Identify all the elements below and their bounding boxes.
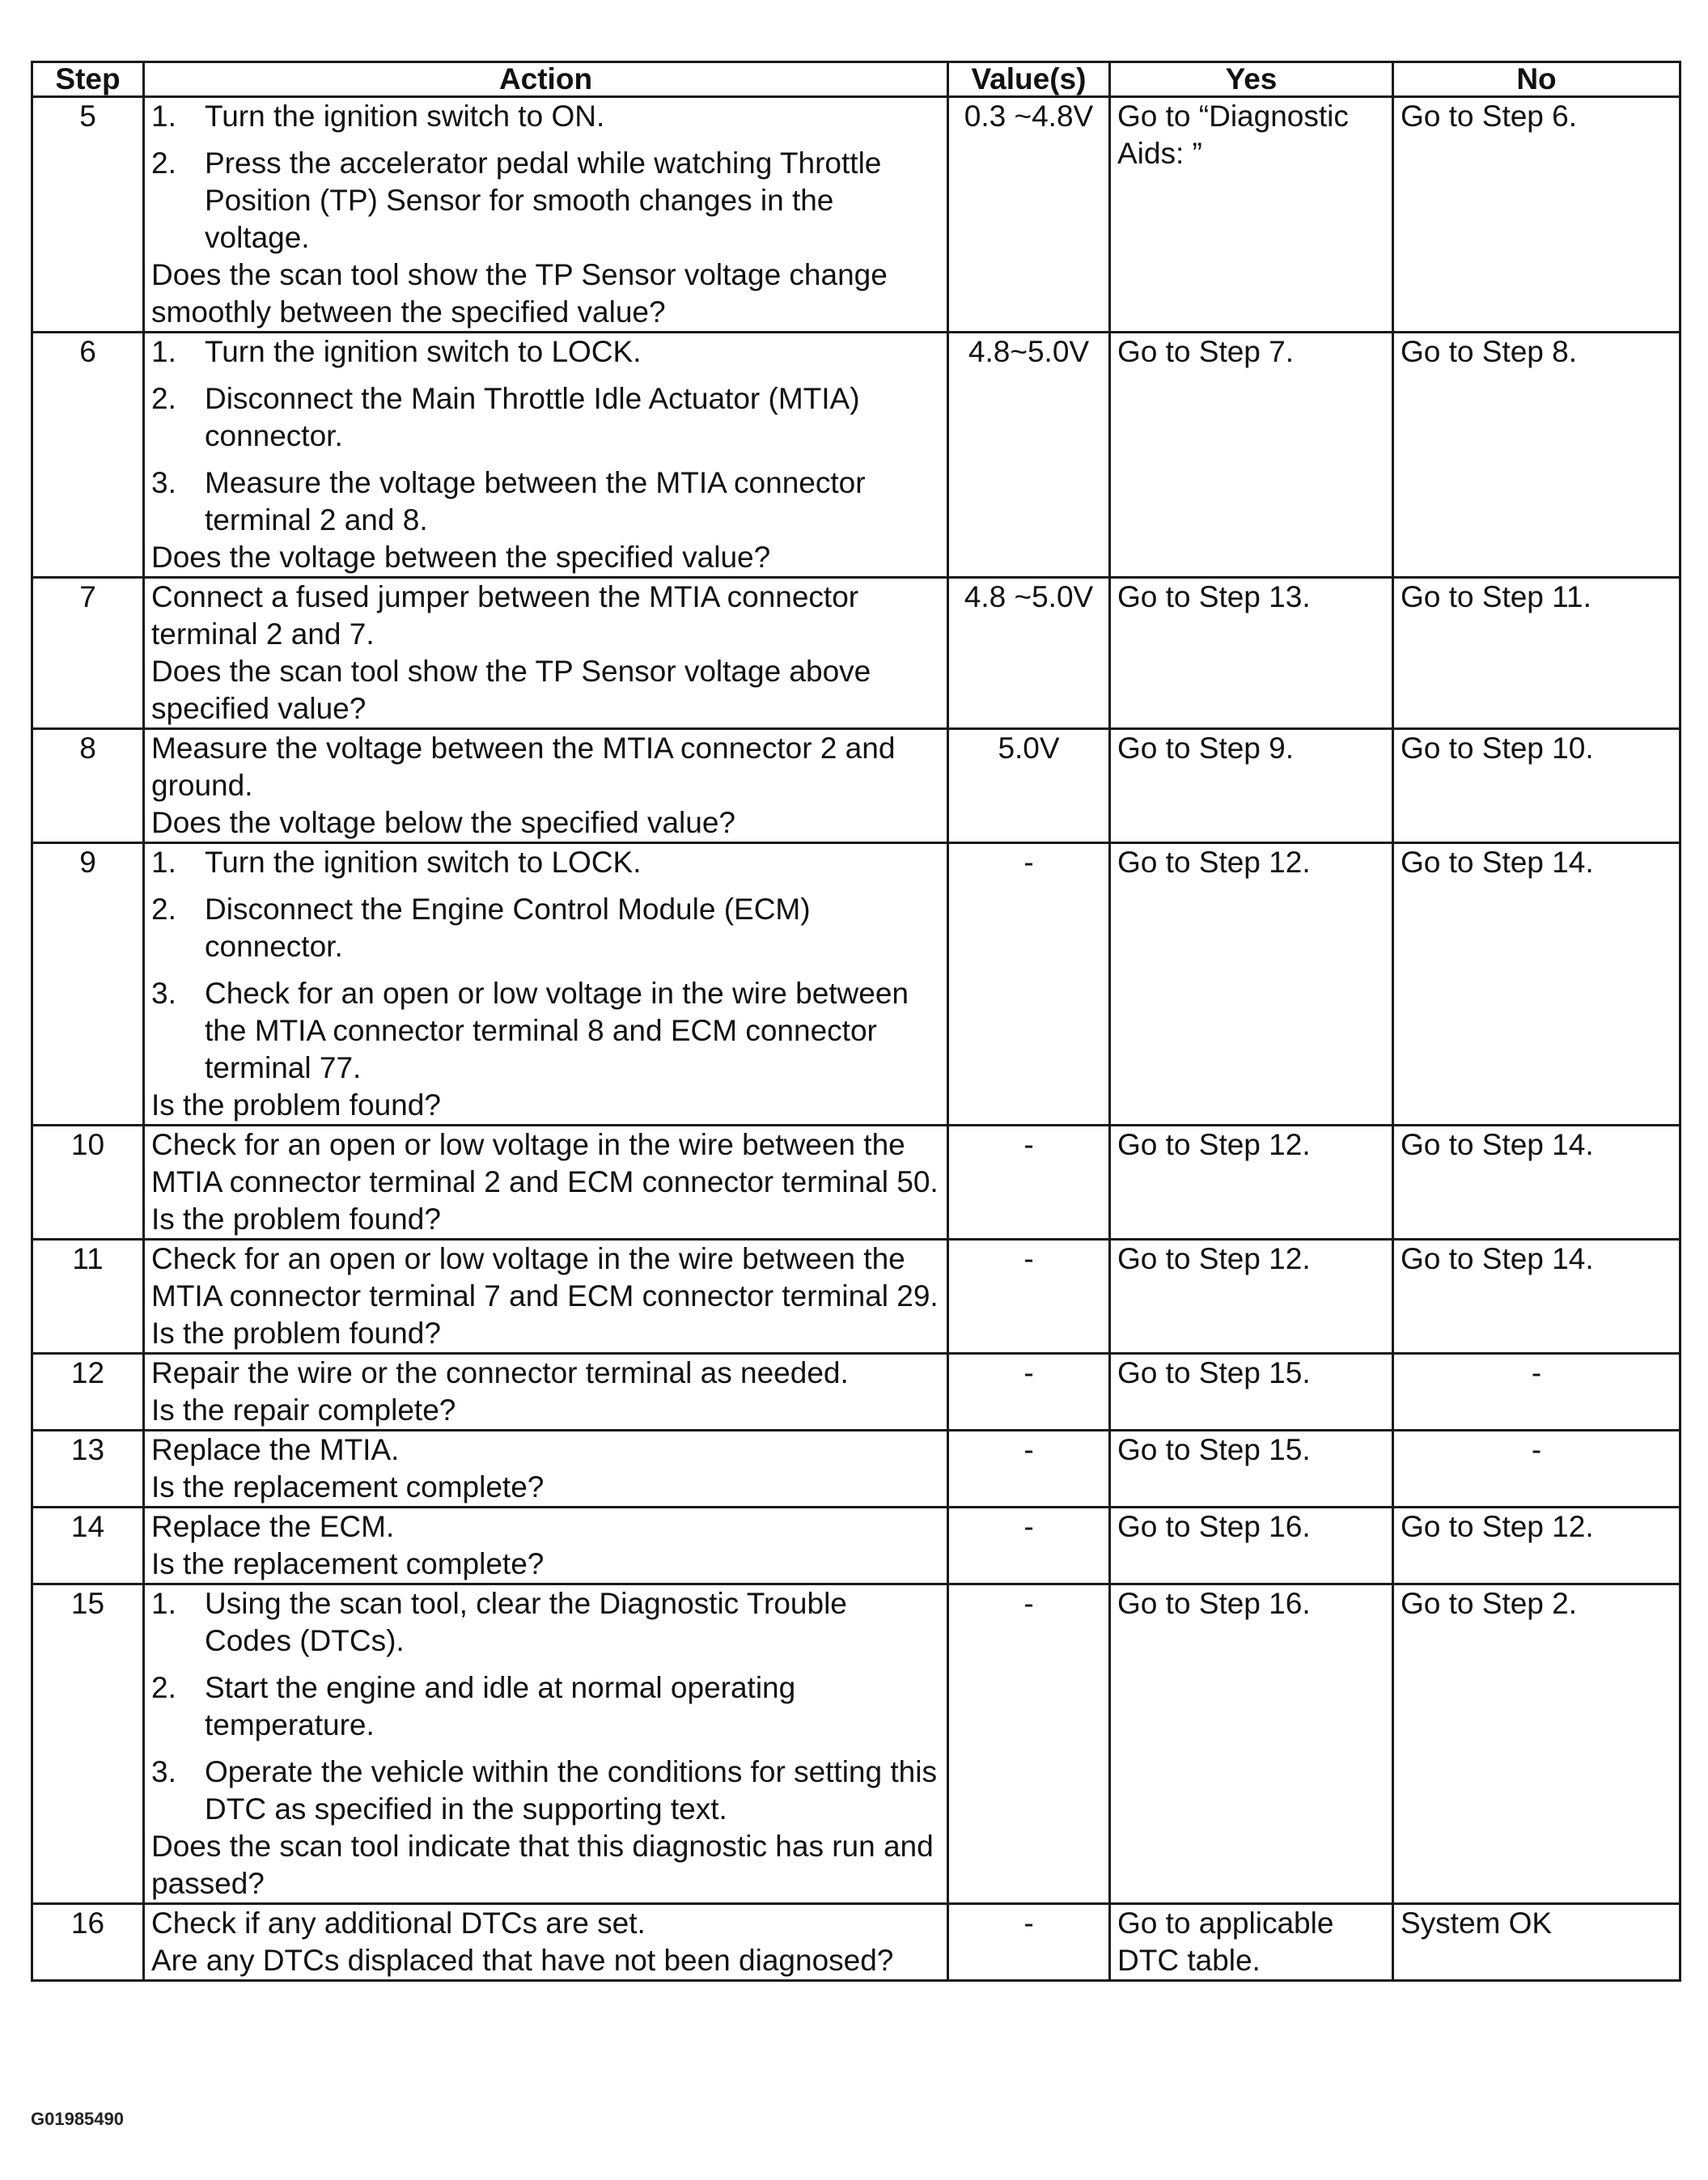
action-substep bbox=[151, 464, 940, 539]
value-cell: - bbox=[948, 1240, 1110, 1354]
action-substep bbox=[151, 975, 940, 1087]
action-cell bbox=[144, 578, 948, 729]
value-cell: - bbox=[948, 1126, 1110, 1240]
no-cell: - bbox=[1393, 1354, 1680, 1431]
yes-cell: Go to Step 15. bbox=[1110, 1354, 1393, 1431]
substep-number: 3. bbox=[151, 1755, 176, 1788]
no-cell: Go to Step 12. bbox=[1393, 1508, 1680, 1584]
figure-code: G01985490 bbox=[31, 2109, 124, 2129]
action-substep bbox=[151, 1585, 940, 1660]
yes-cell: Go to Step 12. bbox=[1110, 1240, 1393, 1354]
substep-number: 1. bbox=[151, 100, 176, 133]
action-substep bbox=[151, 1754, 940, 1828]
value-cell: - bbox=[948, 843, 1110, 1126]
substep-text: Using the scan tool, clear the Diagnostic Trouble Codes (DTCs). bbox=[205, 1587, 847, 1657]
action-question: Replace the ECM. bbox=[151, 1510, 395, 1543]
action-substep bbox=[151, 145, 940, 257]
table-row bbox=[32, 1240, 1680, 1354]
action-question: Is the replacement complete? bbox=[151, 1470, 545, 1504]
action-question: Check for an open or low voltage in the wire between the MTIA connector terminal 2 and ECM connector terminal 50. bbox=[151, 1128, 939, 1198]
action-question: Does the voltage below the specified value? bbox=[151, 806, 735, 839]
no-cell: Go to Step 10. bbox=[1393, 729, 1680, 843]
step-number: 15 bbox=[32, 1584, 144, 1904]
yes-cell: Go to Step 12. bbox=[1110, 1126, 1393, 1240]
header-step: Step bbox=[32, 62, 144, 97]
action-question: Repair the wire or the connector terminal as needed. bbox=[151, 1356, 849, 1389]
action-cell bbox=[144, 1431, 948, 1508]
table-row bbox=[32, 1904, 1680, 1981]
value-cell: - bbox=[948, 1508, 1110, 1584]
action-cell bbox=[144, 843, 948, 1126]
no-cell: Go to Step 14. bbox=[1393, 1126, 1680, 1240]
diagnostic-table-container bbox=[31, 61, 1679, 1982]
substep-text: Turn the ignition switch to ON. bbox=[205, 100, 605, 133]
value-cell: - bbox=[948, 1354, 1110, 1431]
yes-cell: Go to Step 7. bbox=[1110, 333, 1393, 578]
action-substep bbox=[151, 844, 940, 881]
action-cell bbox=[144, 1354, 948, 1431]
table-row bbox=[32, 1354, 1680, 1431]
value-cell: 0.3 ~4.8V bbox=[948, 97, 1110, 333]
yes-cell: Go to Step 13. bbox=[1110, 578, 1393, 729]
substep-text: Turn the ignition switch to LOCK. bbox=[205, 335, 642, 368]
yes-cell: Go to “Diagnostic Aids: ” bbox=[1110, 97, 1393, 333]
action-cell bbox=[144, 1240, 948, 1354]
action-question: Measure the voltage between the MTIA connector 2 and ground. bbox=[151, 732, 896, 802]
value-cell: - bbox=[948, 1584, 1110, 1904]
action-cell bbox=[144, 333, 948, 578]
action-cell bbox=[144, 729, 948, 843]
yes-cell: Go to Step 15. bbox=[1110, 1431, 1393, 1508]
step-number: 13 bbox=[32, 1431, 144, 1508]
no-cell: - bbox=[1393, 1431, 1680, 1508]
table-row bbox=[32, 843, 1680, 1126]
action-question: Is the problem found? bbox=[151, 1317, 441, 1350]
substep-text: Turn the ignition switch to LOCK. bbox=[205, 846, 642, 879]
no-cell: Go to Step 8. bbox=[1393, 333, 1680, 578]
header-value: Value(s) bbox=[948, 62, 1110, 97]
substep-number: 2. bbox=[151, 1671, 176, 1704]
table-row bbox=[32, 1584, 1680, 1904]
table-row bbox=[32, 1431, 1680, 1508]
value-cell: 4.8 ~5.0V bbox=[948, 578, 1110, 729]
table-row bbox=[32, 97, 1680, 333]
action-cell bbox=[144, 1904, 948, 1981]
step-number: 8 bbox=[32, 729, 144, 843]
action-substep bbox=[151, 333, 940, 371]
action-question: Is the problem found? bbox=[151, 1088, 441, 1122]
header-yes: Yes bbox=[1110, 62, 1393, 97]
step-number: 6 bbox=[32, 333, 144, 578]
table-row bbox=[32, 729, 1680, 843]
yes-cell: Go to Step 16. bbox=[1110, 1508, 1393, 1584]
diagnostic-table bbox=[31, 61, 1681, 1982]
action-question: Check if any additional DTCs are set. bbox=[151, 1906, 646, 1940]
step-number: 9 bbox=[32, 843, 144, 1126]
table-header-row bbox=[32, 62, 1680, 97]
action-question: Does the scan tool show the TP Sensor voltage change smoothly between the specified value? bbox=[151, 258, 888, 329]
action-substep bbox=[151, 891, 940, 965]
table-body bbox=[32, 97, 1680, 1981]
step-number: 16 bbox=[32, 1904, 144, 1981]
action-question: Does the scan tool show the TP Sensor voltage above specified value? bbox=[151, 655, 871, 725]
no-cell: Go to Step 2. bbox=[1393, 1584, 1680, 1904]
yes-cell: Go to Step 12. bbox=[1110, 843, 1393, 1126]
substep-text: Press the accelerator pedal while watching Throttle Position (TP) Sensor for smooth changes in the voltage. bbox=[205, 146, 882, 254]
action-question: Are any DTCs displaced that have not been diagnosed? bbox=[151, 1944, 894, 1977]
no-cell: Go to Step 14. bbox=[1393, 1240, 1680, 1354]
step-number: 7 bbox=[32, 578, 144, 729]
substep-number: 2. bbox=[151, 893, 176, 926]
substep-number: 1. bbox=[151, 846, 176, 879]
yes-cell: Go to applicable DTC table. bbox=[1110, 1904, 1393, 1981]
step-number: 12 bbox=[32, 1354, 144, 1431]
value-cell: - bbox=[948, 1904, 1110, 1981]
action-question: Check for an open or low voltage in the wire between the MTIA connector terminal 7 and ECM connector terminal 29. bbox=[151, 1242, 939, 1313]
action-question: Replace the MTIA. bbox=[151, 1433, 400, 1466]
action-cell bbox=[144, 1126, 948, 1240]
table-row bbox=[32, 1126, 1680, 1240]
substep-text: Disconnect the Engine Control Module (ECM) connector. bbox=[205, 893, 811, 963]
header-no: No bbox=[1393, 62, 1680, 97]
substep-number: 3. bbox=[151, 977, 176, 1010]
no-cell: Go to Step 6. bbox=[1393, 97, 1680, 333]
substep-number: 3. bbox=[151, 466, 176, 499]
value-cell: 4.8~5.0V bbox=[948, 333, 1110, 578]
action-question: Connect a fused jumper between the MTIA connector terminal 2 and 7. bbox=[151, 580, 859, 651]
table-row bbox=[32, 578, 1680, 729]
step-number: 10 bbox=[32, 1126, 144, 1240]
action-cell bbox=[144, 97, 948, 333]
action-substep bbox=[151, 1669, 940, 1744]
action-cell bbox=[144, 1508, 948, 1584]
substep-text: Operate the vehicle within the conditions for setting this DTC as specified in the supporting text. bbox=[205, 1755, 937, 1826]
substep-number: 2. bbox=[151, 146, 176, 180]
substep-number: 1. bbox=[151, 335, 176, 368]
substep-text: Check for an open or low voltage in the wire between the MTIA connector terminal 8 and ECM connector terminal 77. bbox=[205, 977, 909, 1084]
yes-cell: Go to Step 9. bbox=[1110, 729, 1393, 843]
substep-number: 1. bbox=[151, 1587, 176, 1620]
action-question: Is the replacement complete? bbox=[151, 1547, 545, 1580]
no-cell: Go to Step 11. bbox=[1393, 578, 1680, 729]
yes-cell: Go to Step 16. bbox=[1110, 1584, 1393, 1904]
step-number: 5 bbox=[32, 97, 144, 333]
table-row bbox=[32, 333, 1680, 578]
step-number: 11 bbox=[32, 1240, 144, 1354]
no-cell: System OK bbox=[1393, 1904, 1680, 1981]
table-row bbox=[32, 1508, 1680, 1584]
action-substep bbox=[151, 380, 940, 455]
action-substep bbox=[151, 98, 940, 135]
value-cell: - bbox=[948, 1431, 1110, 1508]
no-cell: Go to Step 14. bbox=[1393, 843, 1680, 1126]
action-question: Is the repair complete? bbox=[151, 1393, 456, 1427]
substep-text: Start the engine and idle at normal operating temperature. bbox=[205, 1671, 796, 1741]
action-cell bbox=[144, 1584, 948, 1904]
substep-text: Measure the voltage between the MTIA connector terminal 2 and 8. bbox=[205, 466, 866, 537]
substep-number: 2. bbox=[151, 382, 176, 415]
value-cell: 5.0V bbox=[948, 729, 1110, 843]
step-number: 14 bbox=[32, 1508, 144, 1584]
action-question: Does the voltage between the specified value? bbox=[151, 541, 771, 574]
action-question: Does the scan tool indicate that this diagnostic has run and passed? bbox=[151, 1830, 934, 1900]
substep-text: Disconnect the Main Throttle Idle Actuator (MTIA) connector. bbox=[205, 382, 860, 452]
header-action: Action bbox=[144, 62, 948, 97]
action-question: Is the problem found? bbox=[151, 1202, 441, 1236]
